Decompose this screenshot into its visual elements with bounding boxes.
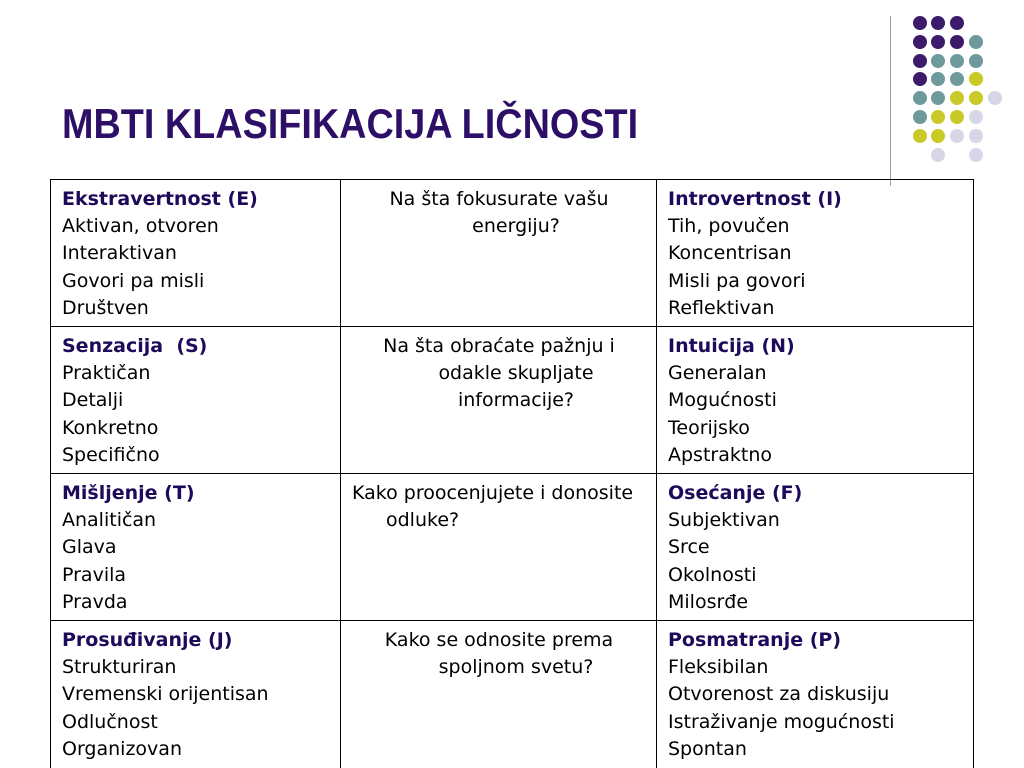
trait-item: Konkretno [62, 416, 159, 439]
decorative-dot [931, 129, 945, 143]
trait-item: Mogućnosti [668, 389, 777, 412]
decorative-dot [969, 148, 983, 162]
dimension-question: Na šta obraćate pažnju i odakle skupljate informacije? [383, 335, 615, 412]
decorative-dot [913, 54, 927, 68]
trait-cell-right [657, 327, 974, 474]
trait-item: Spontan [668, 737, 747, 760]
question-cell [341, 180, 657, 327]
trait-cell-left [51, 621, 341, 768]
decorative-dot [931, 148, 945, 162]
trait-cell-right [657, 621, 974, 768]
trait-item: Tih, povučen [668, 215, 790, 238]
decorative-dot [969, 35, 983, 49]
decorative-dot [913, 91, 927, 105]
trait-item: Analitičan [62, 509, 157, 532]
decorative-dot [913, 35, 927, 49]
decorative-dot [913, 129, 927, 143]
trait-item: Specifično [62, 443, 160, 466]
trait-item: Praktičan [62, 362, 151, 385]
decorative-dot [969, 91, 983, 105]
trait-cell-right [657, 180, 974, 327]
mbti-table [50, 179, 974, 768]
dimension-question: Kako se odnosite prema spoljnom svetu? [384, 629, 614, 679]
decorative-dot [950, 72, 964, 86]
trait-heading: Intuicija (N) [668, 335, 795, 358]
trait-heading: Posmatranje (P) [668, 629, 842, 652]
page-title: MBTI KLASIFIKACIJA LIČNOSTI [62, 100, 639, 147]
table-row [51, 327, 974, 474]
decorative-dot [969, 110, 983, 124]
decorative-dot [931, 91, 945, 105]
trait-item: Fleksibilan [668, 656, 769, 679]
trait-item: Organizovan [62, 737, 182, 760]
trait-item: Detalji [62, 389, 124, 412]
decorative-dot [988, 91, 1002, 105]
decorative-dot [913, 110, 927, 124]
decorative-dot [969, 129, 983, 143]
decorative-dot [950, 35, 964, 49]
trait-item: Pravda [62, 590, 128, 613]
decorative-dot [931, 16, 945, 30]
question-cell [341, 474, 657, 621]
decorative-dot [931, 35, 945, 49]
title-divider-line [890, 16, 891, 186]
trait-item: Vremenski orijentisan [62, 683, 269, 706]
trait-cell-right [657, 474, 974, 621]
trait-item: Reflektivan [668, 296, 775, 319]
trait-item: Društven [62, 296, 149, 319]
trait-item: Okolnosti [668, 563, 757, 586]
trait-item: Istraživanje mogućnosti [668, 710, 895, 733]
decorative-dot [950, 54, 964, 68]
table-row [51, 621, 974, 768]
trait-item: Interaktivan [62, 242, 177, 265]
decorative-dot [913, 16, 927, 30]
trait-item: Generalan [668, 362, 767, 385]
decorative-dot-grid [0, 0, 1024, 180]
decorative-dot [950, 129, 964, 143]
trait-cell-left [51, 327, 341, 474]
dimension-question: Na šta fokusurate vašu energiju? [389, 188, 609, 238]
trait-item: Srce [668, 536, 710, 559]
trait-item: Strukturiran [62, 656, 177, 679]
decorative-dot [969, 72, 983, 86]
trait-item: Misli pa govori [668, 269, 806, 292]
decorative-dot [950, 110, 964, 124]
decorative-dot [969, 54, 983, 68]
trait-item: Subjektivan [668, 509, 780, 532]
dimension-question: Kako proocenjujete i donosite odluke? [352, 482, 634, 532]
decorative-dot [931, 110, 945, 124]
trait-item: Govori pa misli [62, 269, 205, 292]
decorative-dot [931, 72, 945, 86]
trait-heading: Ekstravertnost (E) [62, 188, 258, 210]
trait-item: Teorijsko [668, 416, 750, 439]
decorative-dot [950, 91, 964, 105]
trait-cell-left [51, 180, 341, 327]
trait-item: Otvorenost za diskusiju [668, 683, 890, 706]
decorative-dot [913, 72, 927, 86]
question-cell [341, 327, 657, 474]
trait-item: Glava [62, 536, 117, 559]
decorative-dot [931, 54, 945, 68]
trait-heading: Osećanje (F) [668, 482, 803, 505]
table-row [51, 474, 974, 621]
trait-item: Pravila [62, 563, 127, 586]
trait-heading: Prosuđivanje (J) [62, 629, 233, 652]
question-cell [341, 621, 657, 768]
trait-item: Koncentrisan [668, 242, 792, 265]
trait-item: Odlučnost [62, 710, 158, 733]
trait-heading: Senzacija (S) [62, 335, 208, 358]
decorative-dot [950, 16, 964, 30]
trait-item: Milosrđe [668, 590, 749, 613]
mbti-table-body [51, 180, 974, 768]
trait-heading: Introvertnost (I) [668, 188, 842, 210]
trait-item: Aktivan, otvoren [62, 215, 219, 238]
trait-heading: Mišljenje (T) [62, 482, 195, 505]
trait-cell-left [51, 474, 341, 621]
table-row [51, 180, 974, 327]
trait-item: Apstraktno [668, 443, 772, 466]
